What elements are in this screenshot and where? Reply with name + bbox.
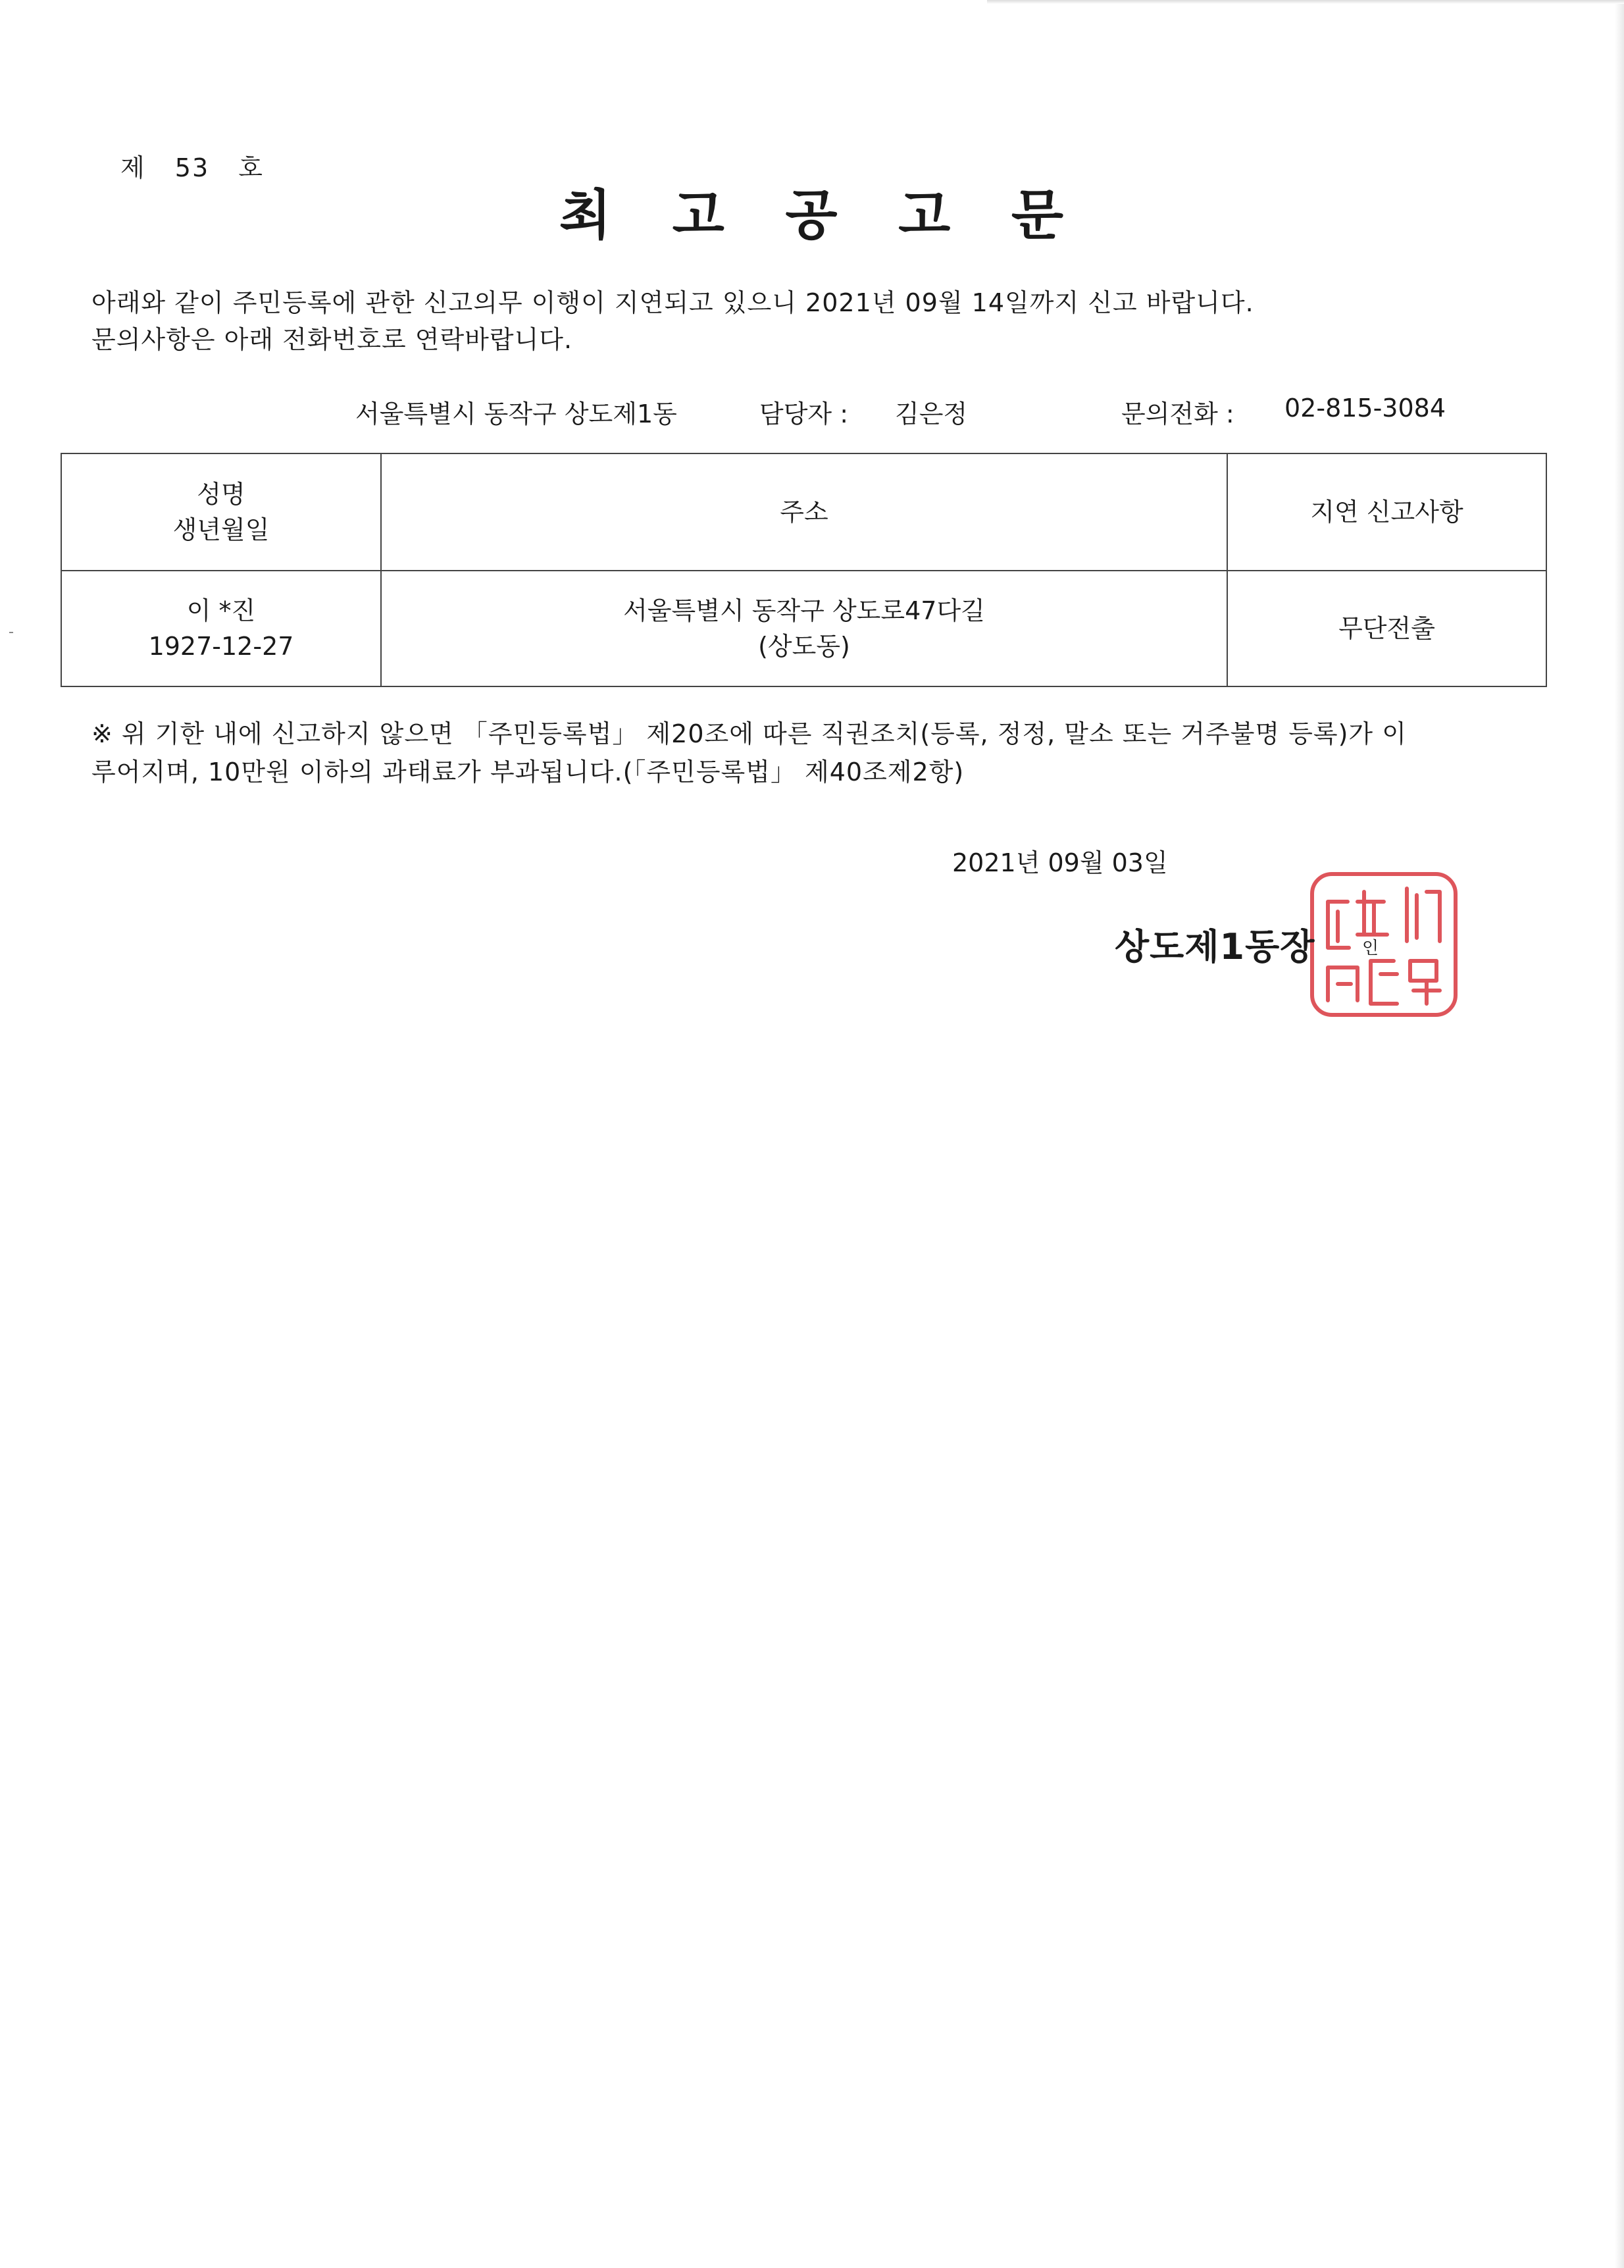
manager-name: 김은정 xyxy=(895,399,968,428)
table-row xyxy=(61,571,1546,686)
resident-birth: 1927-12-27 xyxy=(148,632,294,661)
cell-report: 무단전출 xyxy=(1227,571,1546,686)
signer-title: 상도제1동장 xyxy=(1115,926,1315,967)
header-address: 주소 xyxy=(381,453,1227,571)
document-number: 제 53 호 xyxy=(120,153,264,182)
footnote-line: 루어지며, 10만원 이하의 과태료가 부과됩니다.(「주민등록법」 제40조제2항) xyxy=(91,758,965,786)
phone-number: 02-815-3084 xyxy=(1284,394,1446,423)
address-line: (상도동) xyxy=(758,632,850,661)
overdue-report-table xyxy=(61,453,1547,687)
intro-line: 문의사항은 아래 전화번호로 연락바랍니다. xyxy=(91,325,573,354)
office-name: 서울특별시 동작구 상도제1동 xyxy=(355,399,677,428)
phone-label: 문의전화 : xyxy=(1121,399,1234,428)
scan-edge xyxy=(1615,0,1624,2268)
resident-name: 이 *진 xyxy=(186,596,256,625)
scan-mark xyxy=(9,632,13,633)
manager-label: 담당자 : xyxy=(759,399,849,428)
intro-line: 아래와 같이 주민등록에 관한 신고의무 이행이 지연되고 있으니 2021년 09월 14일까지 신고 바랍니다. xyxy=(91,288,1254,317)
header-report: 지연 신고사항 xyxy=(1227,453,1546,571)
table-header-row xyxy=(61,453,1546,571)
cell-name-birth xyxy=(61,571,381,686)
scan-edge-top xyxy=(987,0,1624,4)
footnote-line: ※ 위 기한 내에 신고하지 않으면 「주민등록법」 제20조에 따른 직권조치(등록, 정정, 말소 또는 거주불명 등록)가 이 xyxy=(91,719,1407,748)
header-name: 성명 xyxy=(197,480,245,509)
intro-paragraph xyxy=(91,284,1565,358)
official-seal-stamp xyxy=(1302,862,1466,1027)
header-birth: 생년월일 xyxy=(172,515,270,544)
address-line: 서울특별시 동작구 상도로47다길 xyxy=(623,596,985,625)
document-title: 최 고 공 고 문 xyxy=(559,184,1065,247)
header-name-birth xyxy=(61,453,381,571)
penalty-footnote xyxy=(91,715,1539,791)
issue-date: 2021년 09월 03일 xyxy=(952,848,1168,877)
seal-mark: 인 xyxy=(1362,939,1379,958)
contact-info xyxy=(355,394,1540,430)
cell-address xyxy=(381,571,1227,686)
